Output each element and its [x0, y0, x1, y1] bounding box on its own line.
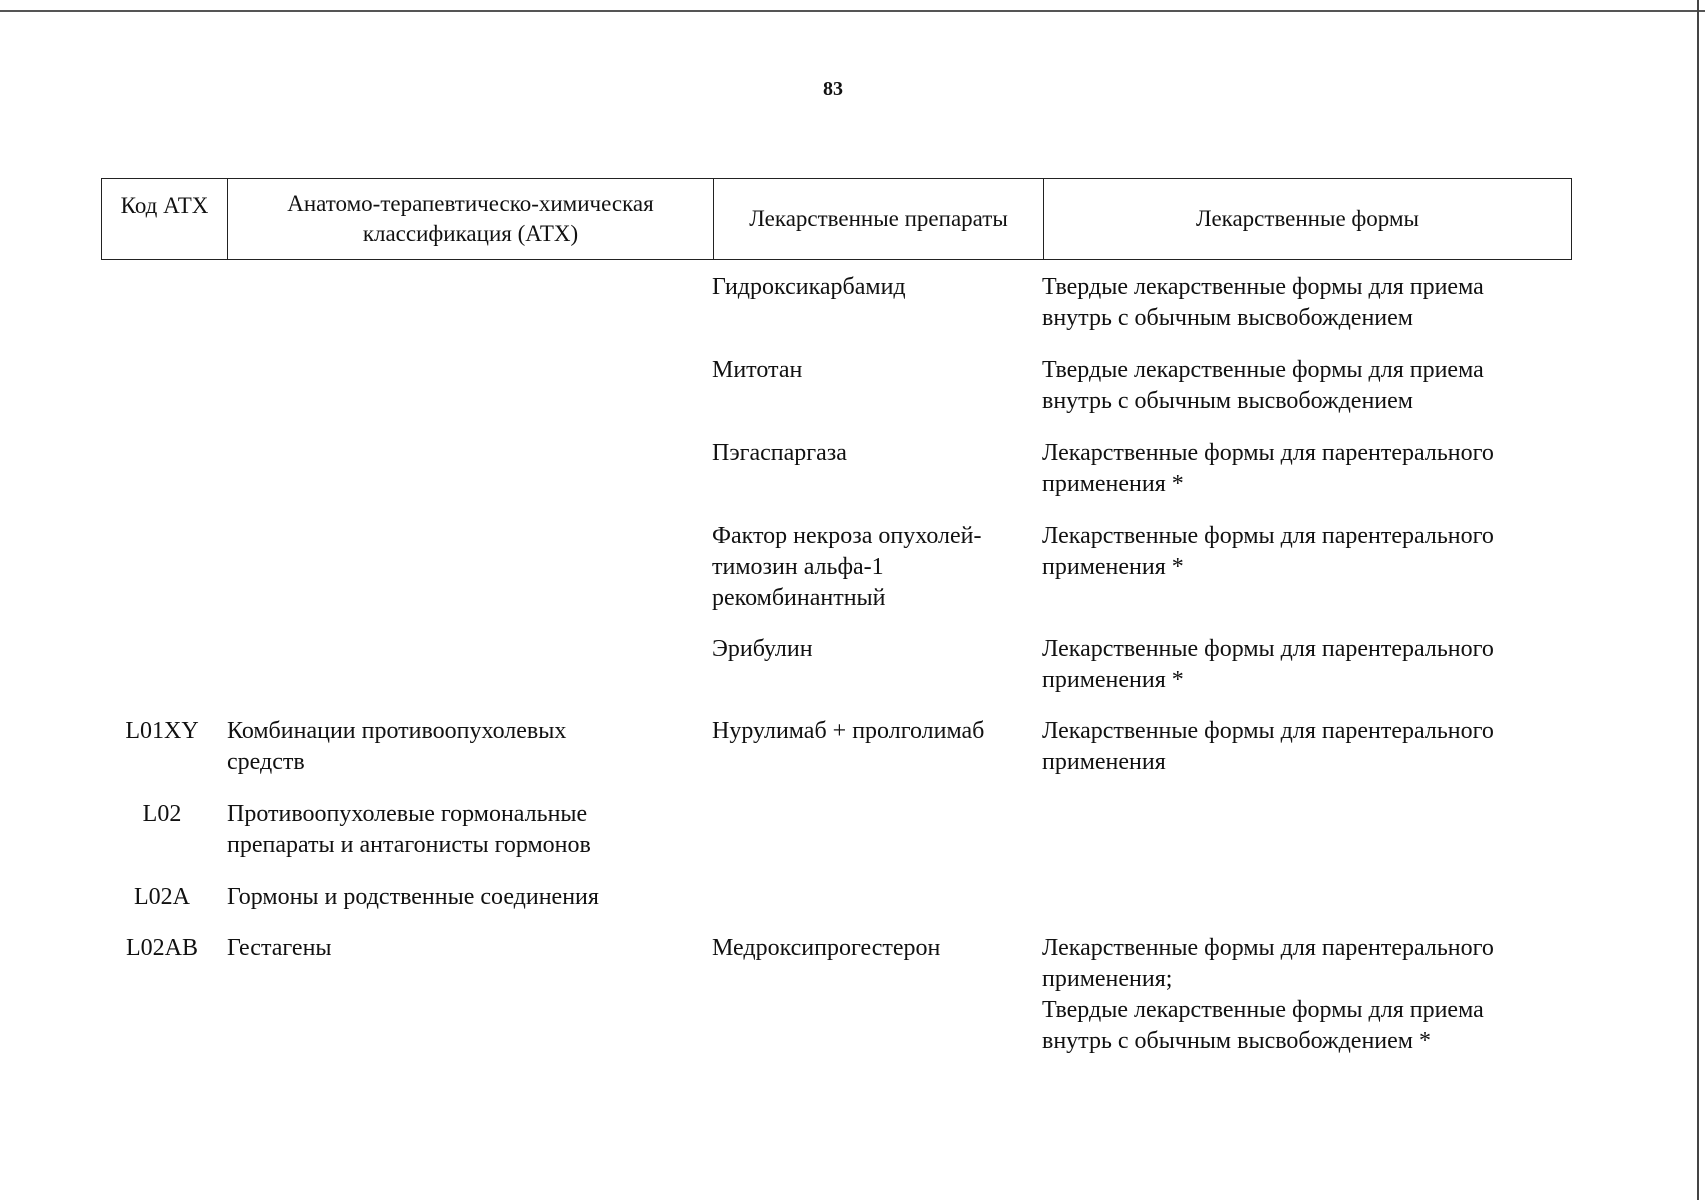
header-atc-line-1: Анатомо-терапевтическо-химическая [287, 191, 654, 216]
cell-form-line: применения * [1042, 667, 1184, 693]
cell-drug [712, 933, 1042, 964]
cell-atc-line: Противоопухолевые гормональные [227, 801, 588, 827]
cell-atc [227, 716, 707, 778]
cell-drug [712, 716, 1042, 747]
cell-atc-line: Комбинации противоопухолевых [227, 718, 567, 744]
cell-drug-line: Медроксипрогестерон [712, 935, 941, 961]
cell-drug-line: рекомбинантный [712, 585, 886, 611]
cell-form-line: внутрь с обычным высвобождением * [1042, 1028, 1431, 1054]
cell-atc [227, 799, 707, 861]
cell-atc-line: Гормоны и родственные соединения [227, 884, 599, 910]
cell-drug-line: Митотан [712, 357, 803, 383]
header-form: Лекарственные формы [1043, 179, 1571, 259]
cell-form [1042, 716, 1572, 778]
header-code: Код АТХ [120, 193, 209, 218]
cell-form [1042, 933, 1572, 1057]
cell-drug-line: тимозин альфа-1 [712, 554, 884, 580]
cell-form-line: внутрь с обычным высвобождением [1042, 388, 1413, 414]
cell-drug-line: Эрибулин [712, 636, 813, 662]
cell-form-line: Лекарственные формы для парентерального [1042, 523, 1494, 549]
cell-drug [712, 438, 1042, 469]
page-number: 83 [823, 78, 843, 100]
cell-drug-line: Пэгаспаргаза [712, 440, 847, 466]
cell-form-line: применения; [1042, 966, 1173, 992]
cell-form-line: Твердые лекарственные формы для приема [1042, 997, 1484, 1023]
cell-form [1042, 355, 1572, 417]
header-atc-line-2: классификация (АТХ) [362, 221, 579, 246]
cell-form-line: применения * [1042, 471, 1184, 497]
scan-edge-top [0, 10, 1705, 12]
cell-drug-line: Гидроксикарбамид [712, 274, 906, 300]
cell-atc-line: Гестагены [227, 935, 332, 961]
cell-drug-line: Нурулимаб + пролголимаб [712, 718, 985, 744]
header-atc [227, 179, 713, 259]
cell-form-line: Лекарственные формы для парентерального [1042, 440, 1494, 466]
cell-atc-line: средств [227, 749, 305, 775]
cell-form-line: Лекарственные формы для парентерального [1042, 636, 1494, 662]
cell-form-line: внутрь с обычным высвобождением [1042, 305, 1413, 331]
cell-form-line: Лекарственные формы для парентерального [1042, 718, 1494, 744]
cell-code: L01XY [125, 718, 199, 744]
cell-drug [712, 634, 1042, 665]
cell-drug-line: Фактор некроза опухолей- [712, 523, 982, 549]
cell-form-line: Лекарственные формы для парентерального [1042, 935, 1494, 961]
cell-drug [712, 272, 1042, 303]
cell-atc [227, 933, 707, 964]
cell-form [1042, 634, 1572, 696]
cell-code: L02AB [126, 935, 198, 961]
cell-drug [712, 521, 1042, 614]
cell-code: L02 [142, 801, 182, 827]
cell-form [1042, 272, 1572, 334]
cell-form-line: Твердые лекарственные формы для приема [1042, 357, 1484, 383]
cell-drug [712, 355, 1042, 386]
cell-code: L02A [134, 884, 190, 910]
cell-form-line: Твердые лекарственные формы для приема [1042, 274, 1484, 300]
cell-atc [227, 882, 707, 913]
header-drug: Лекарственные препараты [713, 179, 1043, 259]
scan-edge-right [1697, 0, 1699, 1200]
cell-form [1042, 521, 1572, 583]
table-header [101, 178, 1572, 260]
cell-form-line: применения [1042, 749, 1166, 775]
cell-form-line: применения * [1042, 554, 1184, 580]
cell-form [1042, 438, 1572, 500]
cell-atc-line: препараты и антагонисты гормонов [227, 832, 591, 858]
